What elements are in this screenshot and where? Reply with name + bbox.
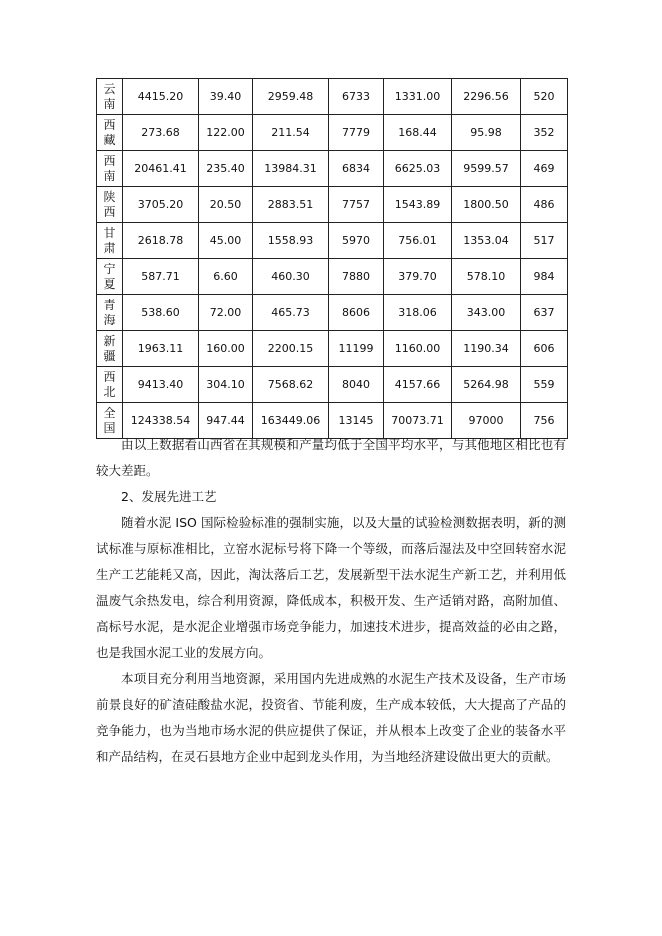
table-cell: 168.44 [384, 115, 452, 151]
region-name-cell: 新疆 [97, 331, 123, 367]
table-row [97, 259, 568, 295]
paragraph-process: 随着水泥 ISO 国际检验标准的强制实施，以及大量的试验检测数据表明，新的测试标准与原标准相比，立窑水泥标号将下降一个等级，而落后湿法及中空回转窑水泥生产工艺能耗又高，因此，淘汰落后工艺，发展新型干法水泥生产新工艺，并利用低温废气余热发电，综合利用资源，降低成本，积极开发、生产适销对路，高附加值、高标号水泥，是水泥企业增强市场竞争能力，加速技术进步，提高效益的必由之路，也是我国水泥工业的发展方向。 [96, 515, 566, 660]
table-cell: 2959.48 [253, 79, 329, 115]
table-cell: 9413.40 [123, 367, 199, 403]
table-cell: 5970 [329, 223, 384, 259]
table-cell: 343.00 [452, 295, 521, 331]
table-cell: 39.40 [199, 79, 253, 115]
table-row [97, 115, 568, 151]
table-cell: 163449.06 [253, 403, 329, 439]
table-cell: 2618.78 [123, 223, 199, 259]
table-cell: 578.10 [452, 259, 521, 295]
table-cell: 5264.98 [452, 367, 521, 403]
region-name-cell: 陕西 [97, 187, 123, 223]
table-cell: 756.01 [384, 223, 452, 259]
table-cell: 984 [521, 259, 568, 295]
table-cell: 520 [521, 79, 568, 115]
table-cell: 72.00 [199, 295, 253, 331]
table-cell: 7880 [329, 259, 384, 295]
region-name-cell: 云南 [97, 79, 123, 115]
table-cell: 637 [521, 295, 568, 331]
table-cell: 2200.15 [253, 331, 329, 367]
table-cell: 379.70 [384, 259, 452, 295]
table-cell: 7568.62 [253, 367, 329, 403]
table-cell: 587.71 [123, 259, 199, 295]
table-cell: 1160.00 [384, 331, 452, 367]
table-cell: 8040 [329, 367, 384, 403]
table-row [97, 151, 568, 187]
table-cell: 1963.11 [123, 331, 199, 367]
table-cell: 318.06 [384, 295, 452, 331]
table-cell: 1800.50 [452, 187, 521, 223]
table-cell: 20.50 [199, 187, 253, 223]
table-row [97, 367, 568, 403]
table-row [97, 331, 568, 367]
region-name-cell: 甘肃 [97, 223, 123, 259]
table-row [97, 223, 568, 259]
table-cell: 2883.51 [253, 187, 329, 223]
table-cell: 2296.56 [452, 79, 521, 115]
table-cell: 211.54 [253, 115, 329, 151]
table-cell: 3705.20 [123, 187, 199, 223]
table-cell: 235.40 [199, 151, 253, 187]
statistics-table [96, 78, 568, 439]
table-cell: 97000 [452, 403, 521, 439]
table-cell: 1353.04 [452, 223, 521, 259]
table-row [97, 295, 568, 331]
table-cell: 4157.66 [384, 367, 452, 403]
region-name-cell: 青海 [97, 295, 123, 331]
table-cell: 20461.41 [123, 151, 199, 187]
table-cell: 460.30 [253, 259, 329, 295]
table-cell: 469 [521, 151, 568, 187]
section-heading: 2、发展先进工艺 [121, 489, 217, 504]
table-cell: 124338.54 [123, 403, 199, 439]
table-cell: 13145 [329, 403, 384, 439]
table-cell: 70073.71 [384, 403, 452, 439]
table-cell: 13984.31 [253, 151, 329, 187]
table-row [97, 187, 568, 223]
table-body [97, 79, 568, 439]
table-cell: 7757 [329, 187, 384, 223]
table-cell: 756 [521, 403, 568, 439]
region-name-cell: 宁夏 [97, 259, 123, 295]
region-name-cell: 西藏 [97, 115, 123, 151]
table-cell: 11199 [329, 331, 384, 367]
paragraph-summary: 由以上数据看山西省在其规模和产量均低于全国平均水平，与其他地区相比也有较大差距。 [96, 437, 566, 478]
table-cell: 45.00 [199, 223, 253, 259]
table-cell: 6.60 [199, 259, 253, 295]
region-name-cell: 西北 [97, 367, 123, 403]
table-cell: 538.60 [123, 295, 199, 331]
table-cell: 9599.57 [452, 151, 521, 187]
table-row [97, 79, 568, 115]
table-cell: 1558.93 [253, 223, 329, 259]
table-cell: 1190.34 [452, 331, 521, 367]
paragraph-project: 本项目充分利用当地资源，采用国内先进成熟的水泥生产技术及设备，生产市场前景良好的矿渣硅酸盐水泥，投资省、节能利废，生产成本较低，大大提高了产品的竞争能力，也为当地市场水泥的供应提供了保证，并从根本上改变了企业的装备水平和产品结构，在灵石县地方企业中起到龙头作用，为当地经济建设做出更大的贡献。 [96, 671, 566, 764]
table-cell: 4415.20 [123, 79, 199, 115]
table-cell: 465.73 [253, 295, 329, 331]
region-name-cell: 全国 [97, 403, 123, 439]
table-cell: 1543.89 [384, 187, 452, 223]
table-cell: 517 [521, 223, 568, 259]
table-cell: 95.98 [452, 115, 521, 151]
table-cell: 8606 [329, 295, 384, 331]
table-cell: 7779 [329, 115, 384, 151]
table-cell: 559 [521, 367, 568, 403]
table-cell: 606 [521, 331, 568, 367]
table-cell: 273.68 [123, 115, 199, 151]
table-cell: 6834 [329, 151, 384, 187]
table-cell: 6733 [329, 79, 384, 115]
table-cell: 486 [521, 187, 568, 223]
table-cell: 160.00 [199, 331, 253, 367]
table-cell: 1331.00 [384, 79, 452, 115]
region-name-cell: 西南 [97, 151, 123, 187]
table-cell: 122.00 [199, 115, 253, 151]
table-cell: 947.44 [199, 403, 253, 439]
table-cell: 6625.03 [384, 151, 452, 187]
table-cell: 352 [521, 115, 568, 151]
table-cell: 304.10 [199, 367, 253, 403]
